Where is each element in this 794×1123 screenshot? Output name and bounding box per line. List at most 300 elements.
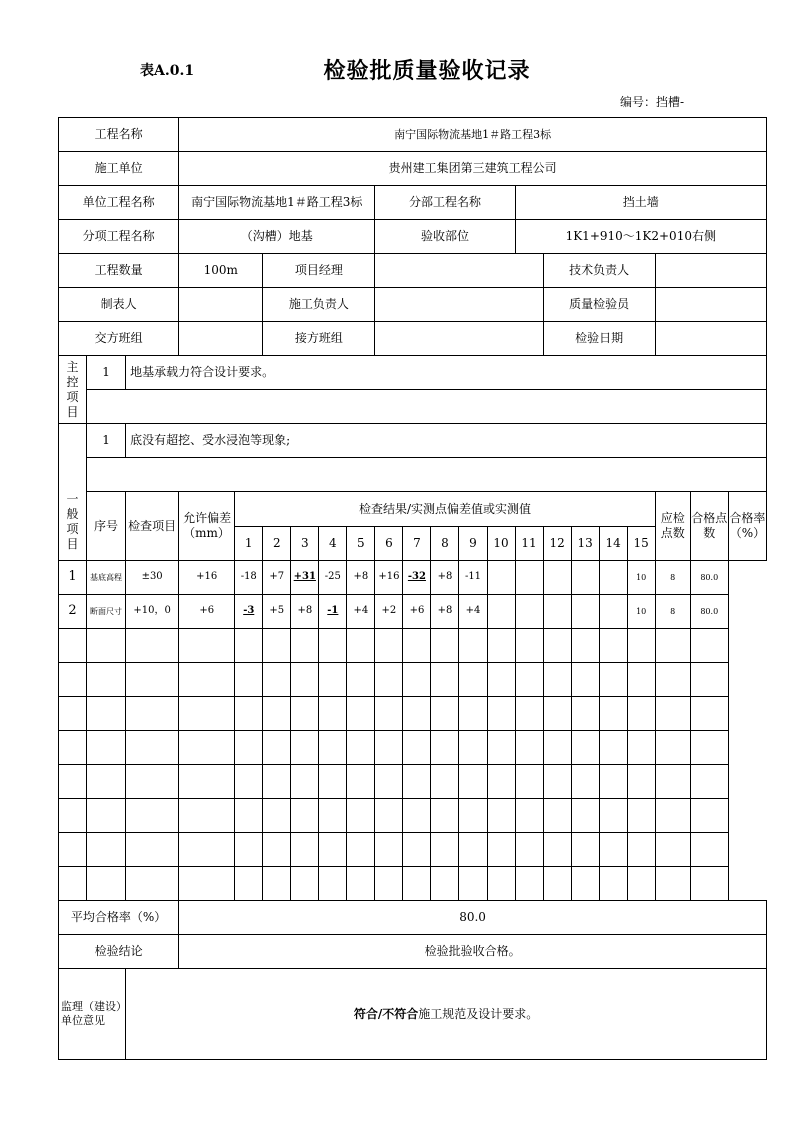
measure-empty-cell	[599, 663, 627, 697]
measure-empty-cell	[459, 697, 487, 731]
measure-empty-cell	[487, 629, 515, 663]
measure-empty-cell	[347, 833, 375, 867]
point-header: 12	[543, 527, 571, 561]
main-control-item-text: 地基承载力符合设计要求。	[126, 356, 767, 390]
measure-empty-cell	[291, 867, 319, 901]
unit-project-label: 单位工程名称	[59, 186, 179, 220]
measure-value: +6	[403, 595, 431, 629]
measure-value: +4	[459, 595, 487, 629]
measure-value: -3	[235, 595, 263, 629]
measure-value: -18	[235, 561, 263, 595]
measure-empty-cell	[235, 663, 263, 697]
row-supervisor	[59, 969, 767, 1060]
quantity-label: 工程数量	[59, 254, 179, 288]
measure-empty-cell	[571, 867, 599, 901]
measure-empty-cell	[431, 765, 459, 799]
header-should: 应检点数	[655, 492, 690, 561]
measure-empty-cell	[319, 867, 347, 901]
measure-empty-cell	[347, 731, 375, 765]
measure-empty-cell	[690, 765, 728, 799]
measure-empty-cell	[87, 765, 126, 799]
contractor-label: 施工单位	[59, 152, 179, 186]
location-label: 验收部位	[375, 220, 515, 254]
measure-empty-cell	[375, 731, 403, 765]
measure-value	[599, 561, 627, 595]
measure-empty-cell	[235, 799, 263, 833]
measure-item: 断面尺寸	[87, 595, 126, 629]
measure-row	[59, 697, 767, 731]
general-item-text: 底没有超挖、受水浸泡等现象;	[126, 424, 767, 458]
measure-empty-cell	[59, 731, 87, 765]
measure-empty-cell	[487, 731, 515, 765]
measure-empty-cell	[291, 799, 319, 833]
measure-empty-cell	[59, 867, 87, 901]
maker-value	[179, 288, 263, 322]
measure-empty-cell	[403, 799, 431, 833]
date-label: 检验日期	[543, 322, 655, 356]
measure-empty-cell	[179, 663, 235, 697]
measure-empty-cell	[375, 629, 403, 663]
division-label: 分部工程名称	[375, 186, 515, 220]
general-label-text: 一般项目	[66, 492, 79, 551]
document-number: 编号：挡槽-	[620, 95, 685, 109]
measure-empty-cell	[690, 833, 728, 867]
measure-empty-cell	[599, 833, 627, 867]
form-title: 检验批质量验收记录	[323, 58, 531, 84]
unit-project-value: 南宁国际物流基地1＃路工程3标	[179, 186, 375, 220]
measure-empty-cell	[487, 799, 515, 833]
measure-seq: 1	[59, 561, 87, 595]
measure-empty-cell	[431, 833, 459, 867]
avg-label: 平均合格率（%）	[59, 901, 179, 935]
measure-row	[59, 561, 767, 595]
measure-empty-cell	[59, 765, 87, 799]
measure-row	[59, 629, 767, 663]
measure-empty-cell	[459, 629, 487, 663]
measure-empty-cell	[627, 731, 655, 765]
measure-empty-cell	[543, 629, 571, 663]
qc-value	[655, 288, 766, 322]
measure-value	[571, 561, 599, 595]
measure-item: 基底高程	[87, 561, 126, 595]
header-rate: 合格率（%）	[728, 492, 766, 561]
measure-empty-cell	[375, 663, 403, 697]
measure-row	[59, 799, 767, 833]
measure-empty-cell	[487, 697, 515, 731]
measure-empty-cell	[543, 765, 571, 799]
measure-value: -11	[459, 561, 487, 595]
measure-value: +16	[375, 561, 403, 595]
row-contractor	[59, 152, 767, 186]
point-header: 5	[347, 527, 375, 561]
measure-empty-cell	[403, 629, 431, 663]
point-header: 10	[487, 527, 515, 561]
measure-empty-cell	[263, 765, 291, 799]
measure-should: 10	[627, 595, 655, 629]
measure-empty-cell	[543, 799, 571, 833]
measure-empty-cell	[179, 867, 235, 901]
measure-row	[59, 765, 767, 799]
measure-empty-cell	[515, 799, 543, 833]
measure-row	[59, 833, 767, 867]
measure-rate: 80.0	[690, 595, 728, 629]
row-subitem	[59, 220, 767, 254]
qc-label: 质量检验员	[543, 288, 655, 322]
measure-empty-cell	[403, 731, 431, 765]
measure-empty-cell	[571, 799, 599, 833]
general-label	[59, 424, 87, 561]
measure-empty-cell	[571, 629, 599, 663]
measure-value	[515, 561, 543, 595]
measure-value: -32	[403, 561, 431, 595]
measure-value: +2	[375, 595, 403, 629]
avg-value: 80.0	[179, 901, 767, 935]
point-header: 14	[599, 527, 627, 561]
measure-empty-cell	[59, 629, 87, 663]
measure-empty-cell	[375, 833, 403, 867]
measure-empty-cell	[515, 629, 543, 663]
measure-empty-cell	[235, 731, 263, 765]
main-control-label-text: 主控项目	[66, 359, 79, 419]
inspection-record-table	[58, 117, 767, 1060]
measure-row	[59, 731, 767, 765]
measure-empty-cell	[291, 731, 319, 765]
measure-empty-cell	[599, 697, 627, 731]
measure-pass: 8	[655, 595, 690, 629]
row-handover	[59, 322, 767, 356]
measure-empty-cell	[403, 867, 431, 901]
measure-empty-cell	[690, 663, 728, 697]
measure-empty-cell	[319, 697, 347, 731]
measure-empty-cell	[431, 663, 459, 697]
point-header: 13	[571, 527, 599, 561]
header-seq: 序号	[87, 492, 126, 561]
measure-empty-cell	[291, 765, 319, 799]
measure-empty-cell	[179, 799, 235, 833]
header-item: 检查项目	[126, 492, 179, 561]
measure-value: -1	[319, 595, 347, 629]
measure-empty-cell	[459, 663, 487, 697]
measure-row	[59, 867, 767, 901]
measure-empty-cell	[431, 799, 459, 833]
measure-empty-cell	[347, 765, 375, 799]
measure-empty-cell	[87, 833, 126, 867]
general-row-2	[59, 458, 767, 492]
measure-empty-cell	[599, 867, 627, 901]
site-lead-value	[375, 288, 543, 322]
measure-tolerance: +10，0	[126, 595, 179, 629]
measure-empty-cell	[690, 629, 728, 663]
measure-empty-cell	[347, 697, 375, 731]
measure-empty-cell	[87, 629, 126, 663]
measure-empty-cell	[126, 731, 179, 765]
measure-empty-cell	[627, 697, 655, 731]
measure-value	[599, 595, 627, 629]
measure-value: +8	[347, 561, 375, 595]
measure-empty-cell	[515, 867, 543, 901]
measure-empty-cell	[655, 731, 690, 765]
measure-empty-cell	[235, 629, 263, 663]
measure-header-row-1	[59, 492, 767, 527]
measure-empty-cell	[487, 663, 515, 697]
measure-empty-cell	[319, 663, 347, 697]
measure-empty-cell	[655, 663, 690, 697]
form-code: 表A.0.1	[140, 63, 195, 79]
measure-empty-cell	[375, 799, 403, 833]
supervisor-label: 监理（建设）单位意见	[59, 969, 126, 1060]
measure-row	[59, 595, 767, 629]
pm-value	[375, 254, 543, 288]
measure-empty-cell	[179, 697, 235, 731]
measure-value: +6	[179, 595, 235, 629]
measure-empty-cell	[263, 867, 291, 901]
measure-empty-cell	[263, 799, 291, 833]
measure-value	[487, 561, 515, 595]
measure-empty-cell	[347, 663, 375, 697]
tech-label: 技术负责人	[543, 254, 655, 288]
measure-empty-cell	[319, 833, 347, 867]
measure-empty-cell	[627, 833, 655, 867]
measure-empty-cell	[263, 731, 291, 765]
measure-empty-cell	[571, 765, 599, 799]
measure-empty-cell	[375, 765, 403, 799]
measure-row	[59, 663, 767, 697]
measure-empty-cell	[179, 833, 235, 867]
supervisor-opinion	[126, 969, 767, 1060]
measure-should: 10	[627, 561, 655, 595]
measure-empty-cell	[690, 697, 728, 731]
measure-empty-cell	[515, 833, 543, 867]
measure-empty-cell	[87, 867, 126, 901]
measure-value: +8	[291, 595, 319, 629]
row-maker	[59, 288, 767, 322]
row-unit-project	[59, 186, 767, 220]
point-header: 2	[263, 527, 291, 561]
header-results: 检查结果/实测点偏差值或实测值	[235, 492, 655, 527]
measure-empty-cell	[403, 697, 431, 731]
measure-empty-cell	[403, 663, 431, 697]
measure-empty-cell	[126, 629, 179, 663]
measure-empty-cell	[655, 629, 690, 663]
measure-empty-cell	[459, 799, 487, 833]
measure-empty-cell	[87, 799, 126, 833]
receiver-value	[375, 322, 543, 356]
measure-empty-cell	[515, 697, 543, 731]
measure-empty-cell	[347, 799, 375, 833]
measure-empty-cell	[459, 765, 487, 799]
point-header: 8	[431, 527, 459, 561]
measure-empty-cell	[599, 799, 627, 833]
measure-empty-cell	[655, 867, 690, 901]
header-pass: 合格点数	[690, 492, 728, 561]
main-control-row-2	[59, 390, 767, 424]
measure-empty-cell	[515, 731, 543, 765]
main-control-row-1	[59, 356, 767, 390]
measure-value: +8	[431, 561, 459, 595]
measure-empty-cell	[87, 731, 126, 765]
measure-empty-cell	[263, 697, 291, 731]
measure-value: +4	[347, 595, 375, 629]
measure-empty-cell	[599, 731, 627, 765]
measure-empty-cell	[347, 867, 375, 901]
handover-value	[179, 322, 263, 356]
measure-empty-cell	[599, 629, 627, 663]
quantity-value: 100m	[179, 254, 263, 288]
measure-empty-cell	[263, 663, 291, 697]
point-header: 7	[403, 527, 431, 561]
measure-empty-cell	[431, 731, 459, 765]
measure-empty-cell	[59, 799, 87, 833]
row-average	[59, 901, 767, 935]
measure-empty-cell	[375, 867, 403, 901]
measure-value: +7	[263, 561, 291, 595]
main-control-label	[59, 356, 87, 424]
measure-empty-cell	[291, 663, 319, 697]
subitem-value: （沟槽）地基	[179, 220, 375, 254]
point-header: 1	[235, 527, 263, 561]
measure-empty-cell	[126, 867, 179, 901]
measure-empty-cell	[403, 765, 431, 799]
measure-empty-cell	[431, 867, 459, 901]
location-value: 1K1+910～1K2+010右侧	[515, 220, 766, 254]
measure-empty-cell	[627, 765, 655, 799]
measure-empty-cell	[655, 799, 690, 833]
point-header: 3	[291, 527, 319, 561]
measure-empty-cell	[655, 833, 690, 867]
measure-value: -25	[319, 561, 347, 595]
measure-body	[59, 561, 767, 901]
measure-empty-cell	[487, 765, 515, 799]
measure-empty-cell	[263, 833, 291, 867]
measure-seq: 2	[59, 595, 87, 629]
supervisor-opinion-text: 施工规范及设计要求。	[418, 1006, 539, 1021]
measure-empty-cell	[179, 629, 235, 663]
maker-label: 制表人	[59, 288, 179, 322]
measure-empty-cell	[263, 629, 291, 663]
measure-empty-cell	[571, 697, 599, 731]
measure-tolerance: ±30	[126, 561, 179, 595]
measure-empty-cell	[126, 663, 179, 697]
measure-empty-cell	[655, 765, 690, 799]
site-lead-label: 施工负责人	[263, 288, 375, 322]
point-header: 6	[375, 527, 403, 561]
header-tolerance: 允许偏差（mm）	[179, 492, 235, 561]
measure-empty-cell	[179, 765, 235, 799]
measure-empty-cell	[403, 833, 431, 867]
point-header: 11	[515, 527, 543, 561]
measure-empty-cell	[235, 697, 263, 731]
measure-empty-cell	[543, 663, 571, 697]
measure-empty-cell	[571, 731, 599, 765]
measure-empty-cell	[375, 697, 403, 731]
tech-value	[655, 254, 766, 288]
measure-value: +16	[179, 561, 235, 595]
measure-empty-cell	[319, 629, 347, 663]
measure-empty-cell	[126, 833, 179, 867]
measure-empty-cell	[627, 663, 655, 697]
main-control-item-no: 1	[87, 356, 126, 390]
measure-empty-cell	[459, 731, 487, 765]
measure-empty-cell	[235, 765, 263, 799]
measure-value	[487, 595, 515, 629]
measure-empty-cell	[459, 867, 487, 901]
measure-empty-cell	[126, 799, 179, 833]
supervisor-opinion-choice: 符合/不符合	[353, 1006, 419, 1021]
measure-empty-cell	[515, 765, 543, 799]
measure-empty-cell	[87, 663, 126, 697]
measure-empty-cell	[599, 765, 627, 799]
project-name-label: 工程名称	[59, 118, 179, 152]
measure-empty-cell	[291, 629, 319, 663]
receiver-label: 接方班组	[263, 322, 375, 356]
measure-empty-cell	[235, 867, 263, 901]
row-project-name	[59, 118, 767, 152]
measure-empty-cell	[59, 663, 87, 697]
measure-empty-cell	[487, 833, 515, 867]
measure-empty-cell	[126, 697, 179, 731]
measure-empty-cell	[291, 697, 319, 731]
pm-label: 项目经理	[263, 254, 375, 288]
measure-empty-cell	[59, 833, 87, 867]
general-item-no: 1	[87, 424, 126, 458]
measure-empty-cell	[571, 663, 599, 697]
measure-empty-cell	[571, 833, 599, 867]
general-blank	[87, 458, 767, 492]
measure-empty-cell	[319, 799, 347, 833]
measure-value	[515, 595, 543, 629]
measure-empty-cell	[655, 697, 690, 731]
measure-empty-cell	[347, 629, 375, 663]
general-row-1	[59, 424, 767, 458]
measure-empty-cell	[431, 629, 459, 663]
measure-empty-cell	[459, 833, 487, 867]
measure-rate: 80.0	[690, 561, 728, 595]
measure-empty-cell	[690, 867, 728, 901]
measure-empty-cell	[319, 731, 347, 765]
measure-empty-cell	[59, 697, 87, 731]
measure-empty-cell	[690, 731, 728, 765]
measure-value: +8	[431, 595, 459, 629]
measure-value	[543, 561, 571, 595]
date-value	[655, 322, 766, 356]
measure-value	[571, 595, 599, 629]
handover-label: 交方班组	[59, 322, 179, 356]
measure-empty-cell	[319, 765, 347, 799]
measure-empty-cell	[627, 867, 655, 901]
project-name-value: 南宁国际物流基地1＃路工程3标	[179, 118, 767, 152]
measure-empty-cell	[690, 799, 728, 833]
measure-value: +31	[291, 561, 319, 595]
measure-empty-cell	[179, 731, 235, 765]
measure-empty-cell	[543, 833, 571, 867]
conclusion-value: 检验批验收合格。	[179, 935, 767, 969]
point-header: 4	[319, 527, 347, 561]
measure-empty-cell	[543, 731, 571, 765]
measure-empty-cell	[126, 765, 179, 799]
measure-empty-cell	[291, 833, 319, 867]
measure-empty-cell	[627, 629, 655, 663]
measure-value: +5	[263, 595, 291, 629]
measure-empty-cell	[627, 799, 655, 833]
measure-empty-cell	[487, 867, 515, 901]
measure-empty-cell	[235, 833, 263, 867]
subitem-label: 分项工程名称	[59, 220, 179, 254]
measure-empty-cell	[87, 697, 126, 731]
point-header: 15	[627, 527, 655, 561]
conclusion-label: 检验结论	[59, 935, 179, 969]
measure-empty-cell	[515, 663, 543, 697]
measure-empty-cell	[431, 697, 459, 731]
